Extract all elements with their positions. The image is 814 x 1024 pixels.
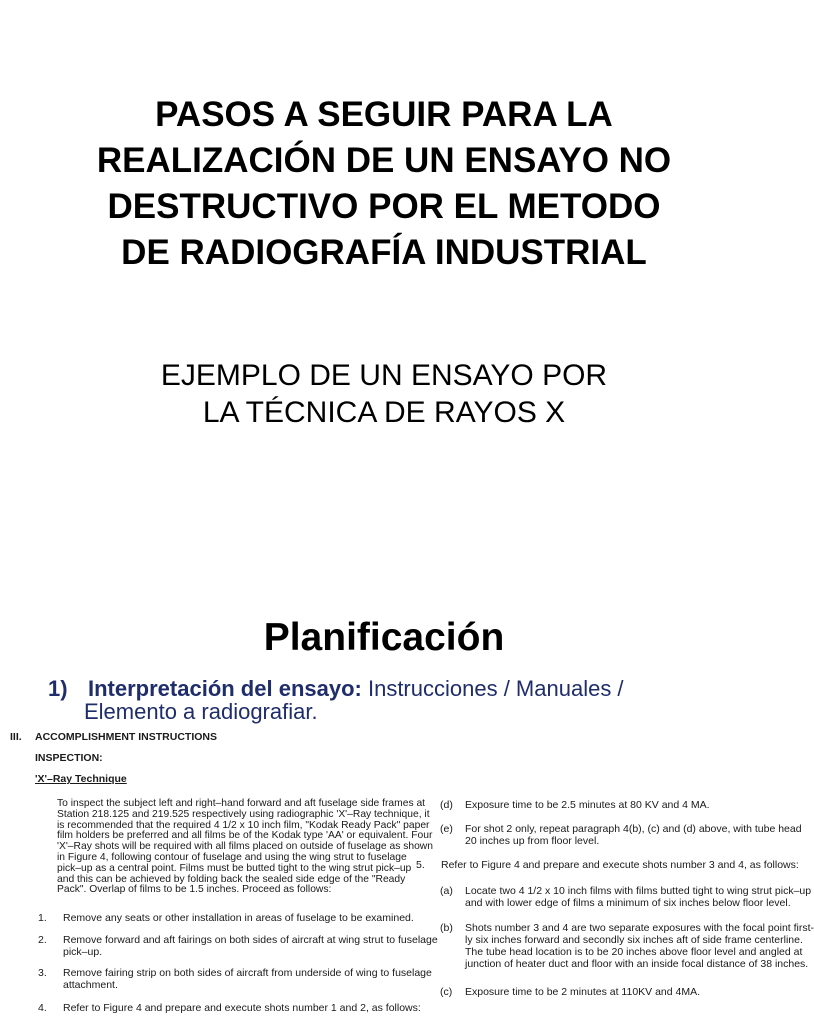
paragraph-line: Station 218.125 and 219.525 respectively using radiographic 'X'–Ray technique, it xyxy=(57,808,430,820)
item-text: attachment. xyxy=(63,979,118,991)
planning-slide xyxy=(0,584,814,1024)
instruction-paragraph xyxy=(57,798,433,896)
scanned-document xyxy=(0,729,814,1024)
point-text: Instrucciones / Manuales / xyxy=(361,676,624,701)
item-text: Locate two 4 1/2 x 10 inch films with films butted tight to wing strut pick–up xyxy=(465,885,812,897)
item-number: 2. xyxy=(38,934,47,946)
item-number: (e) xyxy=(440,823,453,835)
item-text: Remove any seats or other installation in areas of fuselage to be examined. xyxy=(63,912,414,924)
paragraph-line: film holders be preferred and all films be of the Kodak type 'AA' or equivalent. Four xyxy=(57,830,433,842)
item-text: Refer to Figure 4 and prepare and execute shots number 1 and 2, as follows: xyxy=(63,1002,421,1014)
section-number: III. xyxy=(10,731,22,743)
item-text: Refer to Figure 4 and prepare and execute shots number 3 and 4, as follows: xyxy=(441,859,799,871)
paragraph-line: and this can be achieved by folding back the sealed side edge of the "Ready xyxy=(57,873,406,885)
item-text: Remove forward and aft fairings on both sides of aircraft at wing strut to fuselage xyxy=(63,934,438,946)
item-text: Remove fairing strip on both sides of aircraft from underside of wing to fuselage xyxy=(63,967,432,979)
item-number: (d) xyxy=(440,799,453,811)
item-number: 3. xyxy=(38,967,47,979)
paragraph-line: is recommended that the required 4 1/2 x 10 inch film, "Kodak Ready Pack" paper xyxy=(57,819,430,831)
inspection-heading: INSPECTION: xyxy=(35,752,103,764)
main-title xyxy=(30,92,738,276)
technique-heading: 'X'–Ray Technique xyxy=(35,773,127,785)
item-text: Exposure time to be 2 minutes at 110KV and 4MA. xyxy=(465,986,701,998)
item-text: junction of heater duct and floor with an inside focal distance of 38 inches. xyxy=(465,958,809,970)
item-number: 5. xyxy=(416,859,425,871)
item-number: (c) xyxy=(440,986,453,998)
point-number: 1) xyxy=(48,676,68,701)
paragraph-line: in Figure 4, following contour of fuselage and using the wing strut to fuselage xyxy=(57,851,407,863)
item-text: The tube head location is to be 20 inches above floor level and angled at xyxy=(465,946,803,958)
item-number: (a) xyxy=(440,885,453,897)
paragraph-line: To inspect the subject left and right–hand forward and aft fuselage side frames at xyxy=(57,798,426,809)
item-number: 1. xyxy=(38,912,47,924)
item-text: and with lower edge of films a minimum of six inches below floor level. xyxy=(465,897,791,909)
title-line: PASOS A SEGUIR PARA LA xyxy=(155,95,613,134)
bullet-point xyxy=(48,677,748,723)
point-text-continued: Elemento a radiografiar. xyxy=(84,699,318,724)
subtitle-line: EJEMPLO DE UN ENSAYO POR xyxy=(160,359,608,392)
subtitle xyxy=(30,357,738,431)
item-text: pick–up. xyxy=(63,946,103,958)
item-text: Exposure time to be 2.5 minutes at 80 KV and 4 MA. xyxy=(465,799,710,811)
item-number: (b) xyxy=(440,922,453,934)
point-label: Interpretación del ensayo: xyxy=(88,676,362,701)
item-text: Shots number 3 and 4 are two separate exposures with the focal point first- xyxy=(465,922,814,934)
item-text: For shot 2 only, repeat paragraph 4(b), (c) and (d) above, with tube head xyxy=(465,823,802,835)
title-line: DESTRUCTIVO POR EL METODO xyxy=(107,187,661,226)
title-line: REALIZACIÓN DE UN ENSAYO NO xyxy=(96,141,672,180)
item-text: ly six inches forward and secondly six inches aft of side frame centerline. xyxy=(465,934,803,946)
title-line: DE RADIOGRAFÍA INDUSTRIAL xyxy=(121,233,647,272)
paragraph-line: Pack". Overlap of films to be 1.5 inches. Proceed as follows: xyxy=(57,884,332,896)
item-text: 20 inches up from floor level. xyxy=(465,835,600,847)
slide-heading: Planificación xyxy=(263,616,505,659)
paragraph-line: 'X'–Ray shots will be required with all films placed on outside of fuselage as shown xyxy=(57,841,433,853)
item-number: 4. xyxy=(38,1002,47,1014)
section-title: ACCOMPLISHMENT INSTRUCTIONS xyxy=(35,731,217,743)
subtitle-line: LA TÉCNICA DE RAYOS X xyxy=(202,396,566,429)
paragraph-line: pick–up as a central point. Films must be butted tight to the wing strut pick–up xyxy=(57,862,412,874)
